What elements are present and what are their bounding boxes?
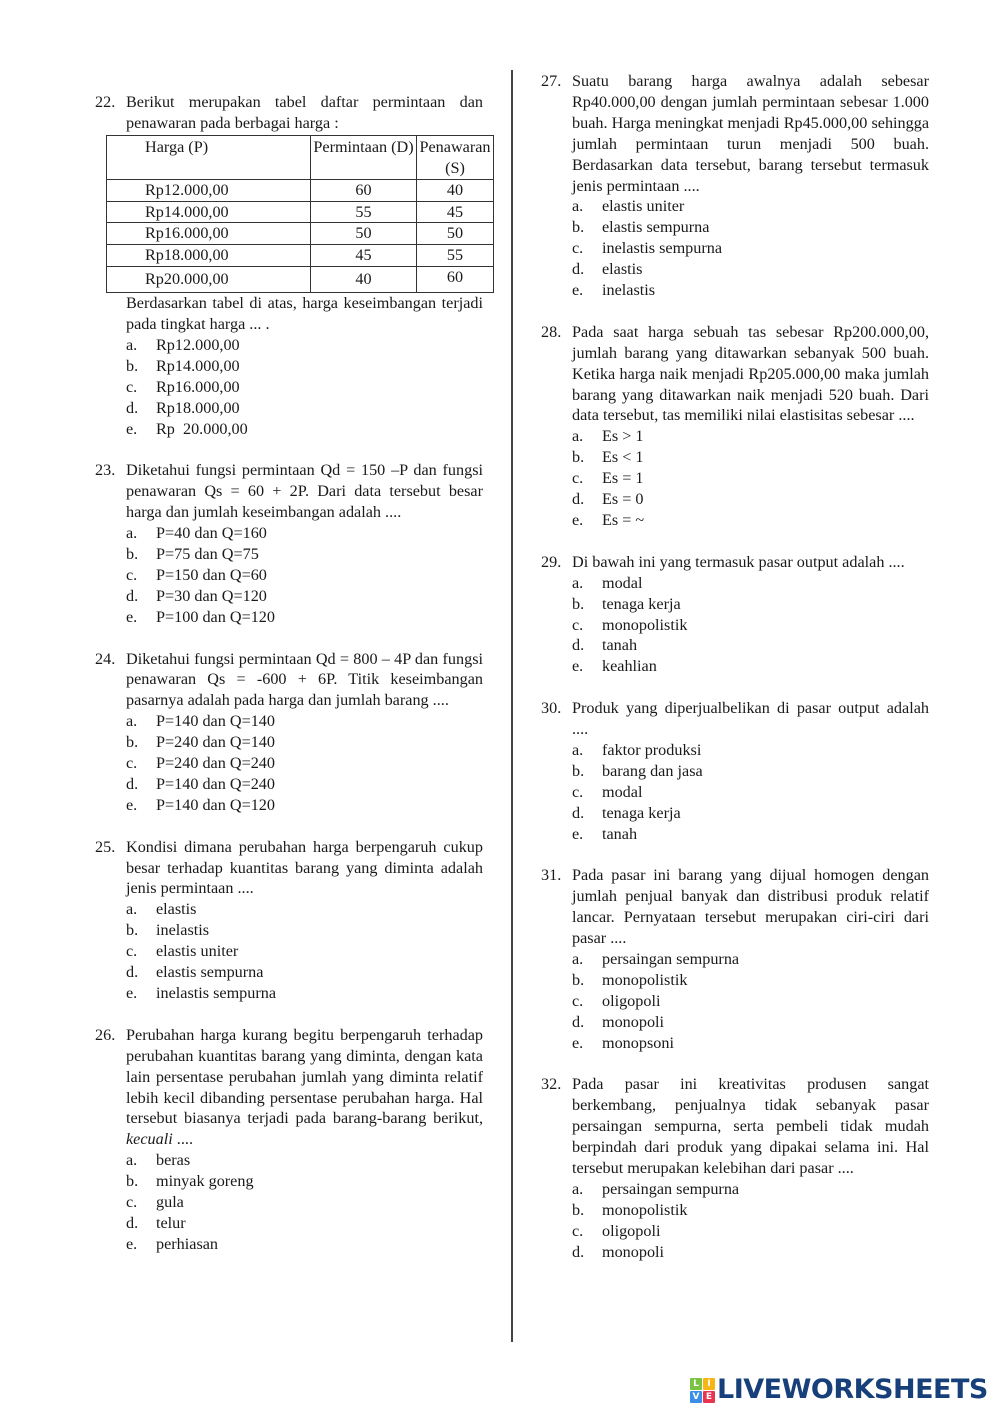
option-c[interactable] [126,753,483,774]
option-text: perhiasan [156,1234,219,1253]
question-23 [95,460,483,627]
options-list [572,196,929,301]
option-letter: d. [126,586,139,605]
option-c[interactable] [572,615,929,636]
logo-square-e: E [703,1391,715,1403]
option-d[interactable] [126,586,483,607]
option-b[interactable] [126,544,483,565]
option-text: monopoli [602,1242,665,1261]
option-text: tanah [602,636,638,655]
option-text: tenaga kerja [602,803,681,822]
option-e[interactable] [572,280,929,301]
option-letter: c. [572,239,584,258]
option-e[interactable] [126,983,483,1004]
option-letter: e. [126,795,138,814]
option-b[interactable] [572,447,929,468]
option-text: tanah [602,824,638,843]
option-text: P=240 dan Q=240 [156,754,275,773]
option-b[interactable] [572,217,929,238]
option-text: elastis sempurna [602,218,710,237]
option-a[interactable] [126,899,483,920]
question-number: 32. [541,1075,562,1094]
table-row [107,267,494,293]
option-d[interactable] [126,962,483,983]
option-letter: d. [126,1213,139,1232]
options-list [572,949,929,1054]
option-e[interactable] [126,1234,483,1255]
question-number: 22. [95,93,116,111]
option-text: inelastis [156,921,210,940]
option-letter: e. [572,511,584,530]
option-text: Es = 1 [602,469,644,488]
option-letter: d. [572,1012,585,1031]
column-header-supply: Penawaran (S) [417,135,494,179]
option-letter: b. [572,218,585,237]
live-squares-icon [690,1378,715,1403]
option-a[interactable] [126,1150,483,1171]
table-header-row [107,135,494,179]
option-text: P=40 dan Q=160 [156,524,267,543]
option-a[interactable] [126,335,483,356]
demand-supply-table [106,135,494,293]
option-b[interactable] [126,1171,483,1192]
option-text: elastis [156,900,197,919]
option-e[interactable] [572,1033,929,1054]
option-e[interactable] [126,795,483,816]
liveworksheets-logo[interactable] [690,1376,988,1404]
option-letter: d. [572,490,585,509]
option-text: P=140 dan Q=140 [156,712,275,731]
question-text: Pada pasar ini kreativitas produsen sangat berkembang, penjualnya tidak sebanyak pasar persaingan sempurna, serta pembeli tidak mudah berpindah dari produk yang dipakai selama ini. Hal tersebut merupakan kelebihan dari pasar .... [572,1075,929,1178]
option-text: elastis sempurna [156,963,264,982]
option-text: gula [156,1193,184,1212]
table-row [107,245,494,267]
question-text [126,1025,483,1150]
option-d[interactable] [572,803,929,824]
option-e[interactable] [572,824,929,845]
option-text: monopolistik [602,970,688,989]
option-text: keahlian [602,657,657,676]
right-column [541,71,929,1283]
option-c[interactable] [126,1192,483,1213]
option-letter: d. [126,398,139,417]
option-text: monopsoni [602,1033,674,1052]
option-letter: e. [126,419,138,438]
logo-square-i: I [703,1378,715,1390]
question-30 [541,698,929,844]
option-d[interactable] [572,1242,929,1263]
cell-supply: 40 [417,179,494,201]
option-letter: b. [126,356,139,375]
cell-price: Rp14.000,00 [107,201,311,223]
option-letter: d. [126,774,139,793]
question-number: 24. [95,649,116,668]
option-text: P=240 dan Q=140 [156,733,275,752]
option-text: Rp18.000,00 [156,398,240,417]
option-letter: e. [572,1033,584,1052]
options-list [572,573,929,678]
question-number: 30. [541,699,562,718]
question-number: 31. [541,866,562,885]
option-a[interactable] [126,711,483,732]
options-list [126,899,483,1004]
option-text: Rp16.000,00 [156,377,240,396]
option-letter: a. [126,335,138,354]
option-c[interactable] [572,1221,929,1242]
option-letter: d. [572,1242,585,1261]
option-d[interactable] [572,259,929,280]
option-letter: b. [572,970,585,989]
cell-price: Rp16.000,00 [107,223,311,245]
left-column [95,92,491,1276]
option-text: oligopoli [602,991,661,1010]
option-b[interactable] [126,920,483,941]
option-letter: a. [126,1151,138,1170]
option-text: Es < 1 [602,448,644,467]
option-d[interactable] [572,489,929,510]
options-list [572,426,929,531]
question-25 [95,837,483,1004]
option-letter: e. [572,824,584,843]
option-text: Rp12.000,00 [156,335,240,354]
question-text-emphasis: kecuali [126,1130,173,1149]
option-d[interactable] [126,1213,483,1234]
options-list [572,1179,929,1263]
option-letter: c. [126,377,138,396]
option-letter: c. [572,615,584,634]
option-letter: a. [572,427,584,446]
question-text: Diketahui fungsi permintaan Qd = 800 – 4P dan fungsi penawaran Qs = -600 + 6P. Titik keseimbangan pasarnya adalah pada harga dan jumlah barang .... [126,649,483,710]
option-letter: a. [572,1179,584,1198]
question-text: Produk yang diperjualbelikan di pasar output adalah .... [572,699,929,739]
question-text: Diketahui fungsi permintaan Qd = 150 –P dan fungsi penawaran Qs = 60 + 2P. Dari data tersebut besar harga dan jumlah keseimbangan adalah .... [126,461,483,522]
option-letter: b. [126,921,139,940]
option-a[interactable] [572,573,929,594]
option-a[interactable] [572,740,929,761]
option-d[interactable] [126,398,483,419]
question-text-end: .... [172,1130,193,1149]
cell-price: Rp20.000,00 [107,267,311,293]
option-letter: c. [126,1193,138,1212]
question-text: Di bawah ini yang termasuk pasar output adalah .... [572,552,905,571]
option-text: P=30 dan Q=120 [156,586,267,605]
question-text: Pada saat harga sebuah tas sebesar Rp200.000,00, jumlah barang yang ditawarkan sebanyak 500 buah. Ketika harga naik menjadi Rp205.000,00 maka jumlah barang yang ditawarkan naik menjadi 520 buah. Dari data tersebut, tas memiliki nilai elastisitas sebesar .... [572,322,929,425]
question-text: Berikut merupakan tabel daftar permintaan dan penawaran pada berbagai harga : [126,93,483,132]
option-letter: b. [572,448,585,467]
option-e[interactable] [572,510,929,531]
option-text: Es = ~ [602,511,645,530]
cell-supply: 55 [417,245,494,267]
option-b[interactable] [572,761,929,782]
option-d[interactable] [126,774,483,795]
option-text: persaingan sempurna [602,950,740,968]
option-e[interactable] [572,656,929,677]
options-list [126,523,483,628]
cell-demand: 40 [311,267,417,293]
option-c[interactable] [572,238,929,259]
option-letter: e. [572,281,584,300]
option-letter: a. [572,573,584,592]
options-list [572,740,929,845]
option-text: Es > 1 [602,427,644,446]
option-c[interactable] [572,468,929,489]
option-d[interactable] [572,1012,929,1033]
option-text: Es = 0 [602,490,644,509]
option-text: P=150 dan Q=60 [156,565,267,584]
question-29 [541,552,929,677]
options-list [126,335,483,440]
question-number: 23. [95,461,116,480]
cell-price: Rp18.000,00 [107,245,311,267]
option-text: P=100 dan Q=120 [156,607,275,626]
option-a[interactable] [572,196,929,217]
option-letter: e. [126,984,138,1003]
option-text: monopolistik [602,615,688,634]
cell-supply: 45 [417,201,494,223]
question-text: Suatu barang harga awalnya adalah sebesar Rp40.000,00 dengan jumlah permintaan sebesar 1.000 buah. Harga meningkat menjadi Rp45.000,00 sehingga jumlah permintaan turun menjadi 500 buah. Berdasarkan data tersebut, barang tersebut termasuk jenis permintaan .... [572,72,929,195]
cell-price: Rp12.000,00 [107,179,311,201]
column-header-demand: Permintaan (D) [311,135,417,179]
option-letter: a. [572,197,584,216]
option-d[interactable] [572,635,929,656]
logo-square-v: V [690,1391,702,1403]
option-text: P=140 dan Q=240 [156,774,275,793]
option-text: modal [602,782,643,801]
option-letter: c. [126,565,138,584]
option-text: elastis [602,260,643,279]
option-c[interactable] [126,377,483,398]
option-text: inelastis [602,281,656,300]
option-a[interactable] [572,426,929,447]
option-letter: a. [126,900,138,919]
question-26 [95,1025,483,1255]
option-text: inelastis sempurna [602,239,723,258]
option-letter: a. [126,712,138,731]
option-letter: a. [572,740,584,759]
table-row [107,223,494,245]
option-letter: c. [572,469,584,488]
option-text: inelastis sempurna [156,984,277,1003]
option-text: elastis uniter [156,942,239,961]
question-22 [95,92,491,440]
option-b[interactable] [572,594,929,615]
option-letter: e. [126,607,138,626]
option-e[interactable] [126,419,483,440]
option-text: Rp 20.000,00 [156,419,248,438]
option-text: Rp14.000,00 [156,356,240,375]
option-text: monopoli [602,1012,665,1031]
option-letter: b. [572,594,585,613]
question-text-after-table: Berdasarkan tabel di atas, harga keseimbangan terjadi pada tingkat harga ... . [126,294,483,334]
option-a[interactable] [572,949,929,970]
options-list [126,1150,483,1255]
question-31 [541,865,929,1053]
option-letter: b. [126,545,139,564]
option-letter: b. [126,1172,139,1191]
option-text: tenaga kerja [602,594,681,613]
options-list [126,711,483,816]
option-text: barang dan jasa [602,761,703,780]
question-number: 27. [541,72,562,90]
cell-demand: 50 [311,223,417,245]
option-text: minyak goreng [156,1172,254,1191]
question-number: 25. [95,837,116,856]
option-letter: b. [126,733,139,752]
question-text: Kondisi dimana perubahan harga berpengaruh cukup besar terhadap kuantitas barang yang diminta adalah jenis permintaan .... [126,837,483,898]
option-a[interactable] [126,523,483,544]
logo-square-l: L [690,1378,702,1390]
option-c[interactable] [126,941,483,962]
question-number: 26. [95,1025,116,1044]
cell-supply: 50 [417,223,494,245]
cell-demand: 60 [311,179,417,201]
option-b[interactable] [126,732,483,753]
option-letter: c. [572,782,584,801]
option-text: persaingan sempurna [602,1179,740,1198]
option-letter: e. [572,657,584,676]
option-c[interactable] [126,565,483,586]
question-text: Pada pasar ini barang yang dijual homogen dengan jumlah penjual banyak dan distribusi produk relatif lancar. Pernyataan tersebut merupakan ciri-ciri dari pasar .... [572,866,929,948]
option-letter: c. [572,1221,584,1240]
option-text: modal [602,573,643,592]
option-letter: b. [572,761,585,780]
option-letter: e. [126,1234,138,1253]
option-letter: d. [572,636,585,655]
option-letter: a. [572,950,584,968]
question-number: 29. [541,552,562,571]
cell-supply: 60 [417,267,494,293]
option-letter: d. [572,803,585,822]
option-text: oligopoli [602,1221,661,1240]
question-28 [541,322,929,531]
option-a[interactable] [572,1179,929,1200]
option-b[interactable] [572,970,929,991]
option-letter: c. [126,942,138,961]
option-text: elastis uniter [602,197,685,216]
option-letter: c. [572,991,584,1010]
cell-demand: 45 [311,245,417,267]
column-divider [511,70,513,1342]
option-c[interactable] [572,991,929,1012]
option-letter: a. [126,524,138,543]
logo-text: LIVEWORKSHEETS [717,1374,988,1405]
question-24 [95,649,483,816]
option-c[interactable] [572,782,929,803]
table-row [107,201,494,223]
option-text: telur [156,1213,186,1232]
option-text: monopolistik [602,1200,688,1219]
option-text: faktor produksi [602,740,702,759]
cell-demand: 55 [311,201,417,223]
option-letter: b. [572,1200,585,1219]
option-text: P=140 dan Q=120 [156,795,275,814]
question-32 [541,1074,929,1262]
table-row [107,179,494,201]
option-text: beras [156,1151,191,1170]
option-letter: c. [126,754,138,773]
option-b[interactable] [572,1200,929,1221]
option-e[interactable] [126,607,483,628]
option-letter: d. [572,260,585,279]
question-number: 28. [541,322,562,341]
option-b[interactable] [126,356,483,377]
option-text: P=75 dan Q=75 [156,545,259,564]
question-text-main: Perubahan harga kurang begitu berpengaruh terhadap perubahan kuantitas barang yang diminta, dengan kata lain persentase perubahan jumlah yang diminta relatif lebih kecil dibanding persentase perubahan harga. Hal tersebut biasanya terjadi pada barang-barang berikut, [126,1025,483,1128]
column-header-price: Harga (P) [107,135,311,179]
option-letter: d. [126,963,139,982]
question-27 [541,71,929,301]
